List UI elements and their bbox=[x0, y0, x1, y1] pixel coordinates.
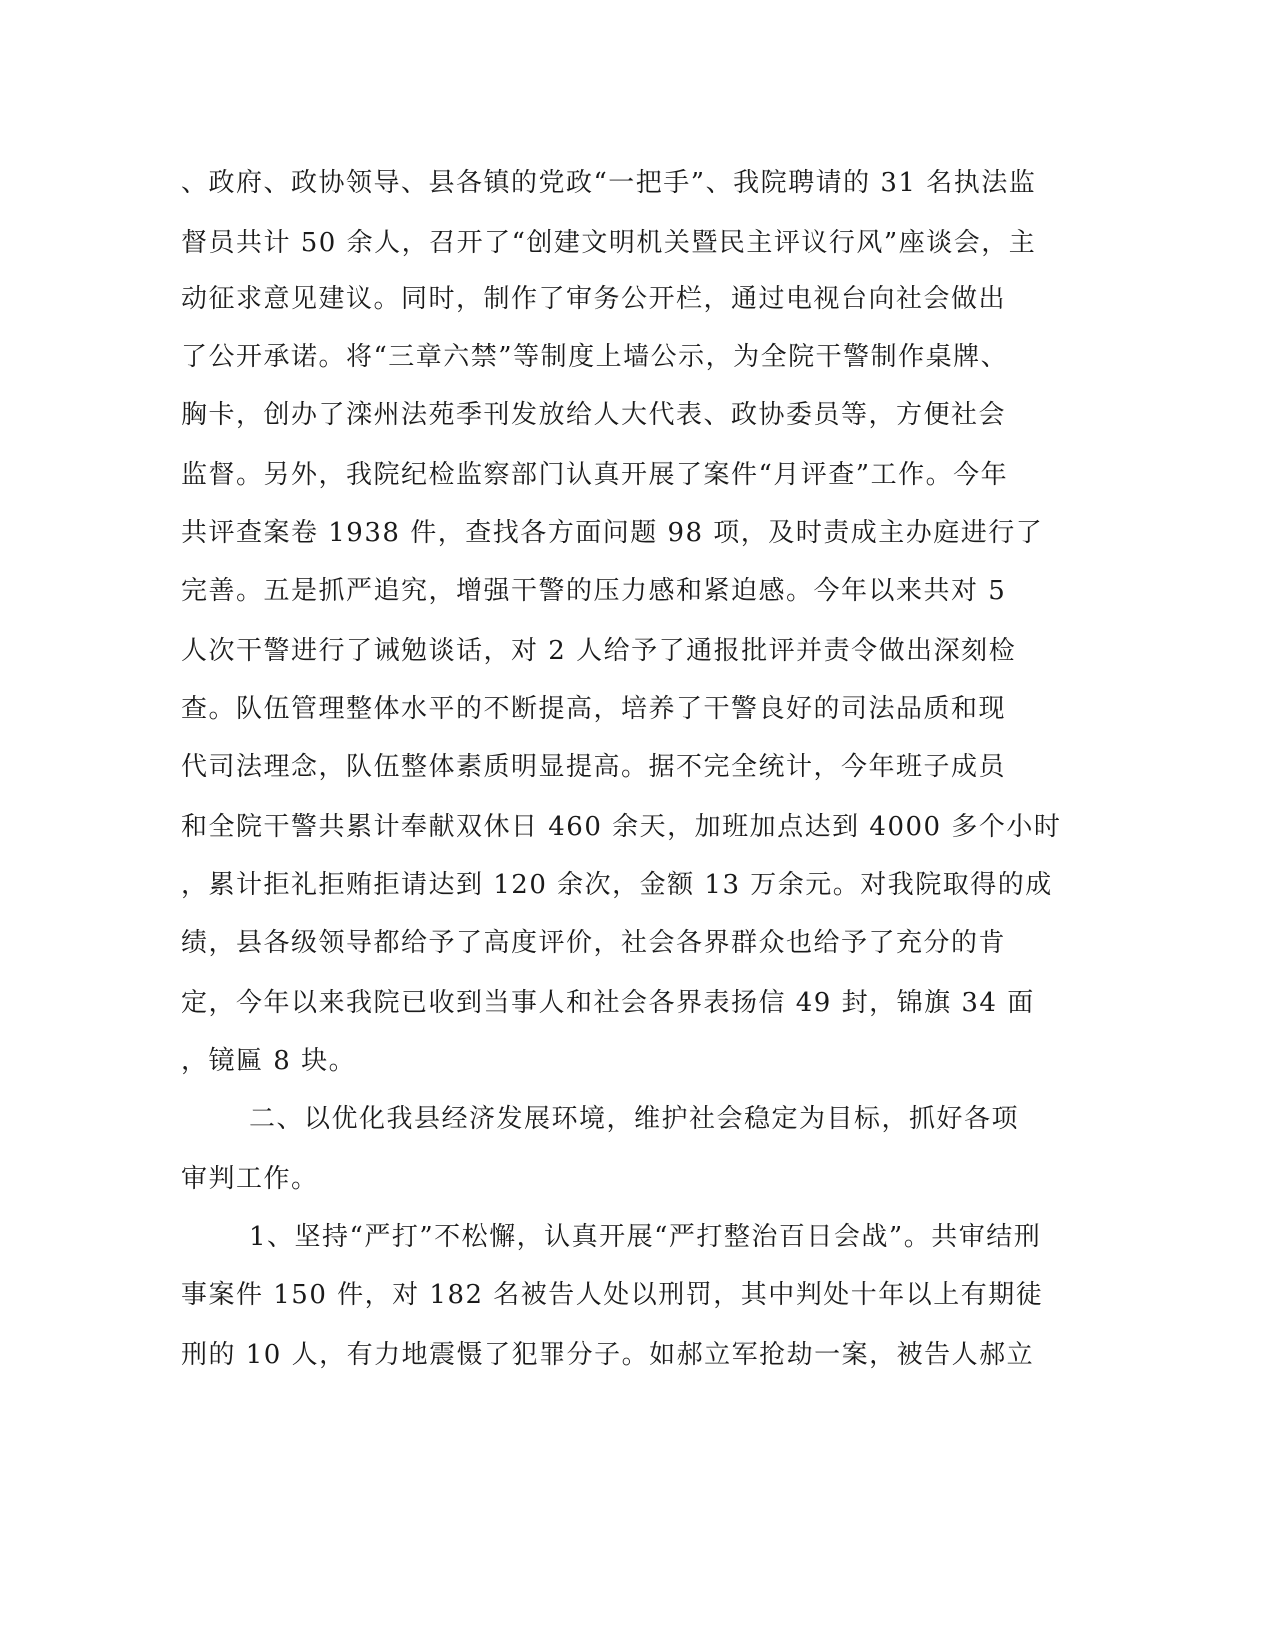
text-line: ，镜匾 8 块。 bbox=[181, 1046, 357, 1076]
text-line: 动征求意见建议。同时，制作了审务公开栏，通过电视台向社会做出 bbox=[181, 284, 1007, 314]
text-line: 共评查案卷 1938 件，查找各方面问题 98 项，及时责成主办庭进行了 bbox=[181, 518, 1044, 548]
text-line: ，累计拒礼拒贿拒请达到 120 余次，金额 13 万余元。对我院取得的成 bbox=[181, 870, 1053, 900]
text-line: 和全院干警共累计奉献双休日 460 余天，加班加点达到 4000 多个小时 bbox=[181, 812, 1062, 842]
text-line: 代司法理念，队伍整体素质明显提高。据不完全统计，今年班子成员 bbox=[181, 752, 1007, 782]
text-line: 刑的 10 人，有力地震慑了犯罪分子。如郝立军抢劫一案，被告人郝立 bbox=[181, 1340, 1035, 1370]
text-line: 胸卡，创办了滦州法苑季刊发放给人大代表、政协委员等，方便社会 bbox=[181, 400, 1007, 430]
text-line: 人次干警进行了诫勉谈话，对 2 人给予了通报批评并责令做出深刻检 bbox=[181, 636, 1017, 666]
text-line: 绩，县各级领导都给予了高度评价，社会各界群众也给予了充分的肯 bbox=[181, 928, 1007, 958]
text-line: 查。队伍管理整体水平的不断提高，培养了干警良好的司法品质和现 bbox=[181, 694, 1007, 724]
section-heading-line: 二、以优化我县经济发展环境，维护社会稳定为目标，抓好各项 bbox=[249, 1104, 1020, 1134]
section-heading-line: 审判工作。 bbox=[181, 1164, 319, 1194]
text-line: 了公开承诺。将“三章六禁”等制度上墙公示，为全院干警制作桌牌、 bbox=[181, 342, 1009, 372]
text-line: 、政府、政协领导、县各镇的党政“一把手”、我院聘请的 31 名执法监 bbox=[181, 168, 1037, 198]
text-line: 定，今年以来我院已收到当事人和社会各界表扬信 49 封，锦旗 34 面 bbox=[181, 988, 1035, 1018]
text-line: 事案件 150 件，对 182 名被告人处以刑罚，其中判处十年以上有期徒 bbox=[181, 1280, 1044, 1310]
text-line: 1、坚持“严打”不松懈，认真开展“严打整治百日会战”。共审结刑 bbox=[249, 1222, 1042, 1252]
text-line: 完善。五是抓严追究，增强干警的压力感和紧迫感。今年以来共对 5 bbox=[181, 576, 1007, 606]
text-line: 督员共计 50 余人，召开了“创建文明机关暨民主评议行风”座谈会，主 bbox=[181, 228, 1037, 258]
text-line: 监督。另外，我院纪检监察部门认真开展了案件“月评查”工作。今年 bbox=[181, 460, 1009, 490]
